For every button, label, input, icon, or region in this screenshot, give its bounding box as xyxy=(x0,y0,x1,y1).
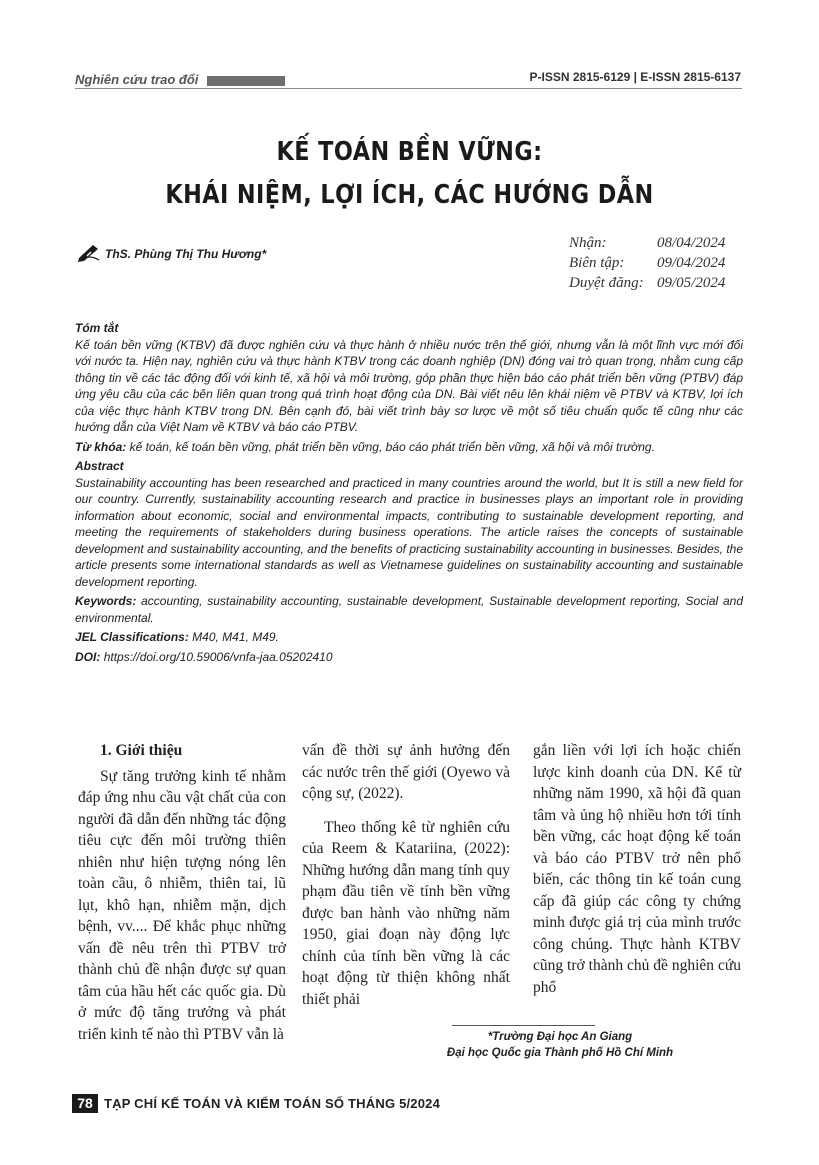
body-paragraph: gắn liền với lợi ích hoặc chiến lược kinh doanh của DN. Kể từ những năm 1990, xã hội đã quan tâm và ủng hộ nhiều hơn tới tính bền vững, các hoạt động kế toán và báo cáo PTBV trở nên phổ biến, các thông tin kế toán cung cấp đã giúp các công ty chứng minh được giá trị của mình trước công chúng. Thực hành KTBV cũng trở thành chủ đề nghiên cứu phổ xyxy=(533,742,741,996)
abstract-block xyxy=(75,320,743,665)
submission-dates xyxy=(569,233,725,293)
pen-icon xyxy=(77,242,101,267)
section-heading: 1. Giới thiệu xyxy=(100,742,183,759)
doi-link[interactable]: https://doi.org/10.59006/vnfa-jaa.05202410 xyxy=(103,649,333,664)
date-received: Nhận: 08/04/2024 xyxy=(569,235,726,251)
footnote-rule xyxy=(452,1025,595,1026)
date-edited: Biên tập: 09/04/2024 xyxy=(569,255,726,271)
abstract-en-heading: Abstract xyxy=(75,459,124,473)
header-rule xyxy=(75,88,742,89)
date-approved: Duyệt đăng: 09/05/2024 xyxy=(569,275,726,291)
title-line-1: KẾ TOÁN BỀN VỮNG: xyxy=(276,137,543,167)
abstract-en-text: Sustainability accounting has been researched and practiced in many countries around the world, but It is still a new field for our country. Currently, sustainability accounting research and practice in businesses plays an important role in providing information about economic, social and environmental impacts, contributing to sustainable development reporting, and meeting the requirements of stakeholders during business operations. The article raises the concepts of sustainable development and sustainability accounting, and the benefits of practicing sustainability accounting in businesses. Besides, the article presents some international standards as well as Vietnamese guidelines on sustainability accounting and sustainable development reporting. xyxy=(75,475,743,589)
footnote-affiliation-1: *Trường Đại học An Giang xyxy=(487,1031,633,1043)
body-column-2 xyxy=(302,740,510,1010)
issn: P-ISSN 2815-6129 | E-ISSN 2815-6137 xyxy=(529,70,741,84)
body-column-1 xyxy=(78,740,286,1045)
body-column-3 xyxy=(533,740,741,998)
abstract-vi-text: Kế toán bền vững (KTBV) đã được nghiên cứu và thực hành ở nhiều nước trên thế giới, nhưng vẫn là một lĩnh vực mới đối với nước ta. Hiện nay, nghiên cứu và thực hành KTBV trong các doanh nghiệp (DN) đóng vai trò quan trọng, nhằm cung cấp thông tin về các tác động đối với kinh tế, xã hội và môi trường, góp phần thực hiện báo cáo phát triển bền vững (PTBV) đáp ứng yêu cầu của các bên liên quan trong quá trình hoạt động của DN. Bài viết nêu lên khái niệm về PTBV và KTBV, lợi ích của việc thực hành KTBV trong DN. Bên cạnh đó, bài viết trình bày sơ lược về một số tiêu chuẩn quốc tế cũng như các hướng dẫn của Việt Nam về KTBV và báo cáo PTBV. xyxy=(75,337,743,434)
author-name: ThS. Phùng Thị Thu Hương* xyxy=(105,247,267,261)
jel-classifications: JEL Classifications: M40, M41, M49. xyxy=(75,630,279,644)
keywords-en: Keywords: accounting, sustainability accounting, sustainable development, Sustainable development reporting, Social and environmental. xyxy=(75,594,743,625)
abstract-vi-heading: Tóm tắt xyxy=(75,321,119,335)
header-bar xyxy=(207,76,285,86)
footnote-affiliation-2: Đại học Quốc gia Thành phố Hồ Chí Minh xyxy=(446,1047,674,1059)
body-paragraph: Theo thống kê từ nghiên cứu của Reem & Katariina, (2022): Những hướng dẫn mang tính quy phạm đầu tiên về tính bền vững được ban hành vào những năm 1950, giai đoạn này động lực chính của tính bền vững là các hoạt động từ thiện không nhất thiết phải xyxy=(302,818,510,1008)
page-number: 78 xyxy=(72,1094,98,1113)
keywords-vi: Từ khóa: kế toán, kế toán bền vững, phát triển bền vững, báo cáo phát triển bền vững, xã hội và môi trường. xyxy=(75,439,655,454)
section-label: Nghiên cứu trao đổi xyxy=(75,72,199,87)
journal-name: TẠP CHÍ KẾ TOÁN VÀ KIỂM TOÁN SỐ THÁNG 5/2024 xyxy=(104,1096,441,1111)
body-paragraph: Sự tăng trưởng kinh tế nhằm đáp ứng nhu cầu vật chất của con người đã dẫn đến những tác động tiêu cực đến môi trường thiên nhiên như hiện tượng nóng lên toàn cầu, ô nhiễm, thiên tai, lũ lụt, khô hạn, nhiễm mặn, dịch bệnh, vv.... Để khắc phục những vấn đề nêu trên thì PTBV trở thành chủ đề nhận được sự quan tâm của hầu hết các quốc gia. Dù ở mức độ tăng trưởng và phát triển kinh tế nào thì PTBV vẫn là xyxy=(78,767,286,1043)
body-paragraph: vấn đề thời sự ảnh hưởng đến các nước trên thế giới (Oyewo và cộng sự, (2022). xyxy=(302,742,510,802)
doi: DOI: https://doi.org/10.59006/vnfa-jaa.05202410 xyxy=(75,649,333,664)
title-line-2: KHÁI NIỆM, LỢI ÍCH, CÁC HƯỚNG DẪN xyxy=(165,180,654,210)
